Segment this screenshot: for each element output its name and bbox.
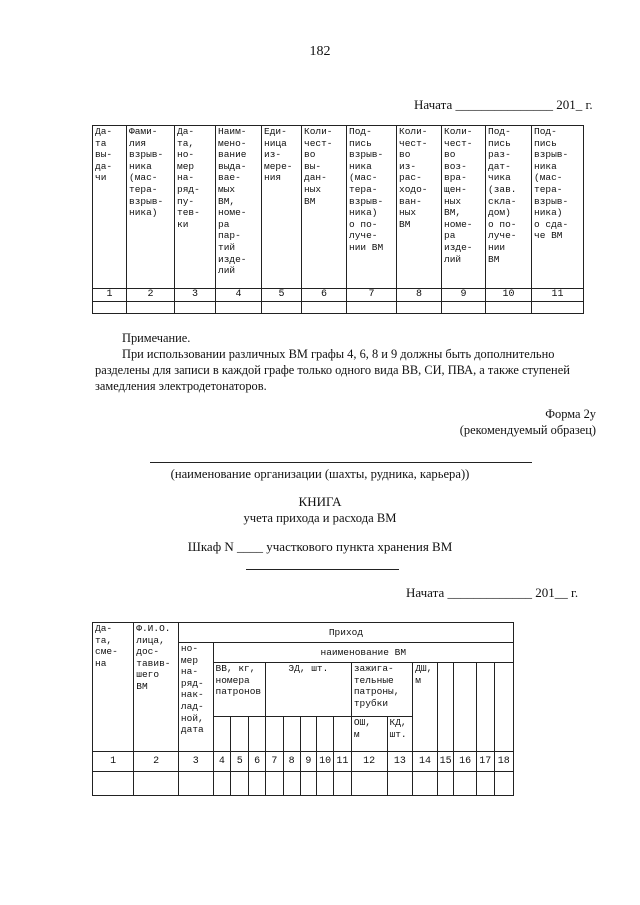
empty-cell xyxy=(494,772,513,796)
started-date-line: Начата _______________ 201_ г. xyxy=(414,97,593,112)
empty-cell xyxy=(213,772,231,796)
empty-cell xyxy=(216,302,262,314)
empty-cell xyxy=(532,302,584,314)
header-cell: Да- та вы- да- чи xyxy=(93,126,127,289)
book-subtitle: учета прихода и расхода ВМ xyxy=(243,511,397,525)
header-cell: Коли- чест- во вы- дан- ных ВМ xyxy=(302,126,347,289)
issue-log-table xyxy=(92,125,584,314)
header-cell: Коли- чест- во воз- вра- щен- ных ВМ, номе- ра изде- лий xyxy=(442,126,486,289)
empty-cell xyxy=(494,663,513,752)
empty-cell xyxy=(265,772,283,796)
header-cell: Еди- ница из- мере- ния xyxy=(262,126,302,289)
column-number: 10 xyxy=(317,752,334,772)
empty-cell xyxy=(249,717,266,752)
column-number: 7 xyxy=(265,752,283,772)
table-header-row xyxy=(93,126,584,289)
empty-cell xyxy=(317,772,334,796)
empty-cell xyxy=(127,302,175,314)
column-number: 11 xyxy=(532,289,584,302)
empty-cell xyxy=(333,717,351,752)
column-number-row xyxy=(93,289,584,302)
column-number: 1 xyxy=(93,752,134,772)
empty-cell xyxy=(347,302,397,314)
empty-cell xyxy=(249,772,266,796)
empty-cell xyxy=(213,717,231,752)
empty-cell xyxy=(231,717,249,752)
table-row xyxy=(93,302,584,314)
column-number: 1 xyxy=(93,289,127,302)
header-cell: Под- пись взрыв- ника (мас- тера- взрыв- ника) о сда- че ВМ xyxy=(532,126,584,289)
empty-cell xyxy=(387,772,413,796)
receipt-table xyxy=(92,622,514,796)
page-number: 182 xyxy=(309,44,331,59)
dsh-header: ДШ, м xyxy=(413,663,438,752)
note-text-line: При использовании различных ВМ графы 4, 6, 8 и 9 должны быть дополнительно xyxy=(122,347,555,361)
started-date-line: Начата _____________ 201__ г. xyxy=(406,585,579,600)
empty-cell xyxy=(300,772,317,796)
empty-cell xyxy=(178,772,213,796)
column-number: 16 xyxy=(454,752,476,772)
column-number: 17 xyxy=(476,752,494,772)
form-subtitle: (рекомендуемый образец) xyxy=(459,423,596,437)
column-number: 14 xyxy=(413,752,438,772)
empty-cell xyxy=(317,717,334,752)
ignition-header: зажига- тельные патроны, трубки xyxy=(351,663,412,717)
empty-cell xyxy=(93,772,134,796)
cabinet-underline xyxy=(246,569,399,570)
empty-cell xyxy=(231,772,249,796)
book-title: КНИГА xyxy=(298,494,342,509)
empty-cell xyxy=(283,772,300,796)
header-cell: Под- пись взрыв- ника (мас- тера- взрыв- ника) о по- луче- нии ВМ xyxy=(347,126,397,289)
column-number-row xyxy=(93,752,514,772)
note-title: Примечание. xyxy=(122,331,191,345)
date-shift-header: Да- та, сме- на xyxy=(93,623,134,752)
column-number: 7 xyxy=(347,289,397,302)
empty-cell xyxy=(437,663,454,752)
empty-cell xyxy=(302,302,347,314)
header-cell: Наим- мено- вание выда- вае- мых ВМ, номе- ра пар- тий изде- лий xyxy=(216,126,262,289)
deliverer-name-header: Ф.И.О. лица, дос- тавив- шего ВМ xyxy=(134,623,179,752)
column-number: 5 xyxy=(231,752,249,772)
column-number: 4 xyxy=(216,289,262,302)
column-number: 12 xyxy=(351,752,387,772)
empty-cell xyxy=(476,663,494,752)
empty-cell xyxy=(454,772,476,796)
header-cell: Да- та, но- мер на- ряд- пу- тев- ки xyxy=(175,126,216,289)
column-number: 3 xyxy=(178,752,213,772)
column-number: 3 xyxy=(175,289,216,302)
column-number: 6 xyxy=(302,289,347,302)
org-name-line xyxy=(150,462,532,463)
column-number: 2 xyxy=(134,752,179,772)
empty-cell xyxy=(397,302,442,314)
column-number: 5 xyxy=(262,289,302,302)
cabinet-line: Шкаф N ____ участкового пункта хранения ВМ xyxy=(187,539,453,554)
empty-cell xyxy=(333,772,351,796)
vv-header: ВВ, кг, номера патронов xyxy=(213,663,265,717)
empty-cell xyxy=(486,302,532,314)
empty-cell xyxy=(413,772,438,796)
receipt-header: Приход xyxy=(178,623,513,643)
empty-cell xyxy=(93,302,127,314)
header-cell: Коли- чест- во из- рас- ходо- ван- ных ВМ xyxy=(397,126,442,289)
kd-header: КД, шт. xyxy=(387,717,413,752)
form-label: Форма 2у xyxy=(545,407,596,421)
column-number: 15 xyxy=(437,752,454,772)
empty-cell xyxy=(134,772,179,796)
empty-cell xyxy=(175,302,216,314)
osh-header: ОШ, м xyxy=(351,717,387,752)
org-caption: (наименование организации (шахты, рудника, карьера)) xyxy=(170,467,470,481)
empty-cell xyxy=(351,772,387,796)
column-number: 8 xyxy=(397,289,442,302)
ed-header: ЭД, шт. xyxy=(265,663,351,717)
explosive-name-header: наименование ВМ xyxy=(213,643,513,663)
column-number: 9 xyxy=(300,752,317,772)
column-number: 8 xyxy=(283,752,300,772)
empty-cell xyxy=(437,772,454,796)
invoice-number-header: но- мер на- ряд- нак- лад- ной, дата xyxy=(178,643,213,752)
empty-cell xyxy=(265,717,283,752)
column-number: 4 xyxy=(213,752,231,772)
empty-cell xyxy=(300,717,317,752)
empty-cell xyxy=(283,717,300,752)
header-cell: Фами- лия взрыв- ника (мас- тера- взрыв- ника) xyxy=(127,126,175,289)
column-number: 10 xyxy=(486,289,532,302)
column-number: 9 xyxy=(442,289,486,302)
note-text-line: разделены для записи в каждой графе только одного вида ВВ, СИ, ПВА, а также ступеней xyxy=(95,363,570,377)
column-number: 18 xyxy=(494,752,513,772)
header-cell: Под- пись раз- дат- чика (зав. скла- дом) о по- луче- нии ВМ xyxy=(486,126,532,289)
note-text-line: замедления электродетонаторов. xyxy=(95,379,267,393)
empty-cell xyxy=(476,772,494,796)
column-number: 2 xyxy=(127,289,175,302)
empty-cell xyxy=(262,302,302,314)
empty-cell xyxy=(454,663,476,752)
column-number: 11 xyxy=(333,752,351,772)
table-row xyxy=(93,772,514,796)
column-number: 13 xyxy=(387,752,413,772)
column-number: 6 xyxy=(249,752,266,772)
empty-cell xyxy=(442,302,486,314)
